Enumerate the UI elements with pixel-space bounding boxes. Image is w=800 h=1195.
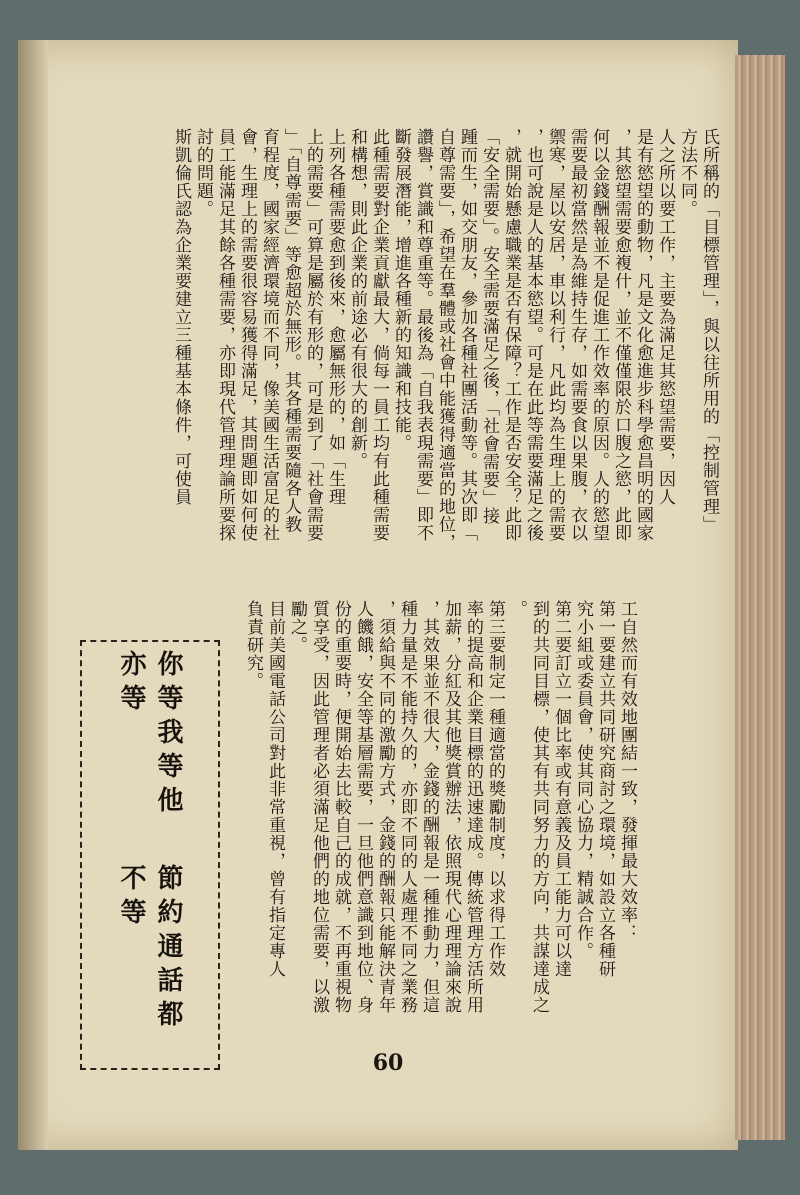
text-column: 是有慾望的動物，凡是文化愈進步科學愈昌明的國家 bbox=[633, 128, 653, 542]
text-column: 質享受，因此管理者必須滿足他們的地位需要，以激 bbox=[309, 600, 329, 1014]
text-column: ，就開始懸慮職業是否有保障？工作是否安全？此即 bbox=[501, 128, 521, 542]
book-page bbox=[18, 40, 738, 1150]
text-column: 需要最初當然是為維持生存，如需要食以果腹，衣以 bbox=[567, 128, 587, 542]
text-column: 讚譽，賞識和尊重等。最後為「自我表現需要」即不 bbox=[413, 128, 433, 542]
text-column: 會，生理上的需要很容易獲得滿足，其問題即如何使 bbox=[237, 128, 257, 542]
text-column: 。 bbox=[507, 600, 527, 618]
page-edges bbox=[735, 55, 785, 1140]
text-column: 「安全需要」。安全需要滿足之後，「社會需要」接 bbox=[479, 128, 499, 525]
text-column: 斷發展潛能，增進各種新的知識和技能。 bbox=[391, 128, 411, 452]
text-column: 目前美國電話公司對此非常重視，曾有指定專人 bbox=[265, 600, 285, 978]
notice-line: 節約通話都不等 bbox=[116, 864, 183, 1034]
text-column: 自尊需要」，希望在羣體或社會中能獲得適當的地位， bbox=[435, 128, 455, 552]
text-column: ，也可說是人的基本慾望。可是在此等需要滿足之後 bbox=[523, 128, 543, 542]
book-gutter bbox=[18, 40, 48, 1150]
lower-text-block bbox=[218, 600, 638, 1020]
text-column: 何以金錢酬報並不是促進工作效率的原因。人的慾望 bbox=[589, 128, 609, 542]
text-column: 加薪，分紅及其他獎賞辦法，依照現代心理理論來說 bbox=[441, 600, 461, 1014]
text-column: 人饑餓，安全等基層需要，一旦他們意識到地位、身 bbox=[353, 600, 373, 1014]
text-column: 負責研究。 bbox=[243, 600, 263, 690]
page-number: 60 bbox=[372, 1050, 404, 1076]
text-column: ，其效果並不很大，金錢的酬報是一種推動力，但這 bbox=[419, 600, 439, 1014]
text-column: 方法不同。 bbox=[677, 128, 697, 218]
text-column: 率的提高和企業目標的迅速達成。傳統管理方活所用 bbox=[463, 600, 483, 1014]
text-column: 討的問題。 bbox=[193, 128, 213, 218]
upper-text-block bbox=[160, 128, 720, 610]
notice-box bbox=[80, 640, 220, 1070]
text-column: 育程度，國家經濟環境而不同，像美國生活富足的社 bbox=[259, 128, 279, 542]
notice-line: 你等我等他亦等 bbox=[116, 650, 183, 820]
text-column: 究小組或委員會，使其同心協力，精誠合作。 bbox=[573, 600, 593, 960]
text-column: ，其慾望需要愈複什，並不僅僅限於口腹之慾，此即 bbox=[611, 128, 631, 542]
text-column: 上的需要」可算是屬於有形的，可是到了「社會需要 bbox=[303, 128, 323, 542]
text-column: 工自然而有效地團結一致，發揮最大效率： bbox=[617, 600, 637, 942]
text-column: 上列各種需要愈到後來，愈屬無形的，如「生理 bbox=[325, 128, 345, 506]
text-column: 到的共同目標，使其有共同努力的方向，共謀達成之 bbox=[529, 600, 549, 1014]
text-column: 勵之。 bbox=[287, 600, 307, 654]
text-column: 人之所以要工作，主要為滿足其慾望需要，因人 bbox=[655, 128, 675, 506]
text-column: 第三要制定一種適當的獎勵制度，以求得工作效 bbox=[485, 600, 505, 978]
text-column: 員工能滿足其餘各種需要，亦即現代管理理論所要探 bbox=[215, 128, 235, 542]
text-column: 種力量是不能持久的，亦即不同的人處理不同之業務 bbox=[397, 600, 417, 1014]
text-column: 此種需要對企業貢獻最大，倘每一員工均有此種需要 bbox=[369, 128, 389, 542]
text-column: 氏所稱的「目標管理」，與以往所用的「控制管理」 bbox=[699, 128, 719, 534]
text-column: 踵而生，如交朋友，參加各種社團活動等。其次即「 bbox=[457, 128, 477, 542]
text-column: 第一要建立共同研究商討之環境，如設立各種研 bbox=[595, 600, 615, 978]
text-column: ，須給與不同的激勵方式，金錢的酬報只能解決青年 bbox=[375, 600, 395, 1014]
text-column: 和構想，則此企業的前途必有很大的創新。 bbox=[347, 128, 367, 470]
text-column: 份的重要時，便開始去比較自己的成就，不再重視物 bbox=[331, 600, 351, 1014]
text-column: 第二要訂立一個比率或有意義及員工能力可以達 bbox=[551, 600, 571, 978]
text-column: 禦寒，屋以安居，車以利行，凡此均為生理上的需要 bbox=[545, 128, 565, 542]
text-column: 斯凱倫氏認為企業要建立三種基本條件，可使員 bbox=[171, 128, 191, 506]
text-column: 」「自尊需要」等愈超於無形。其各種需要隨各人教 bbox=[281, 128, 301, 534]
